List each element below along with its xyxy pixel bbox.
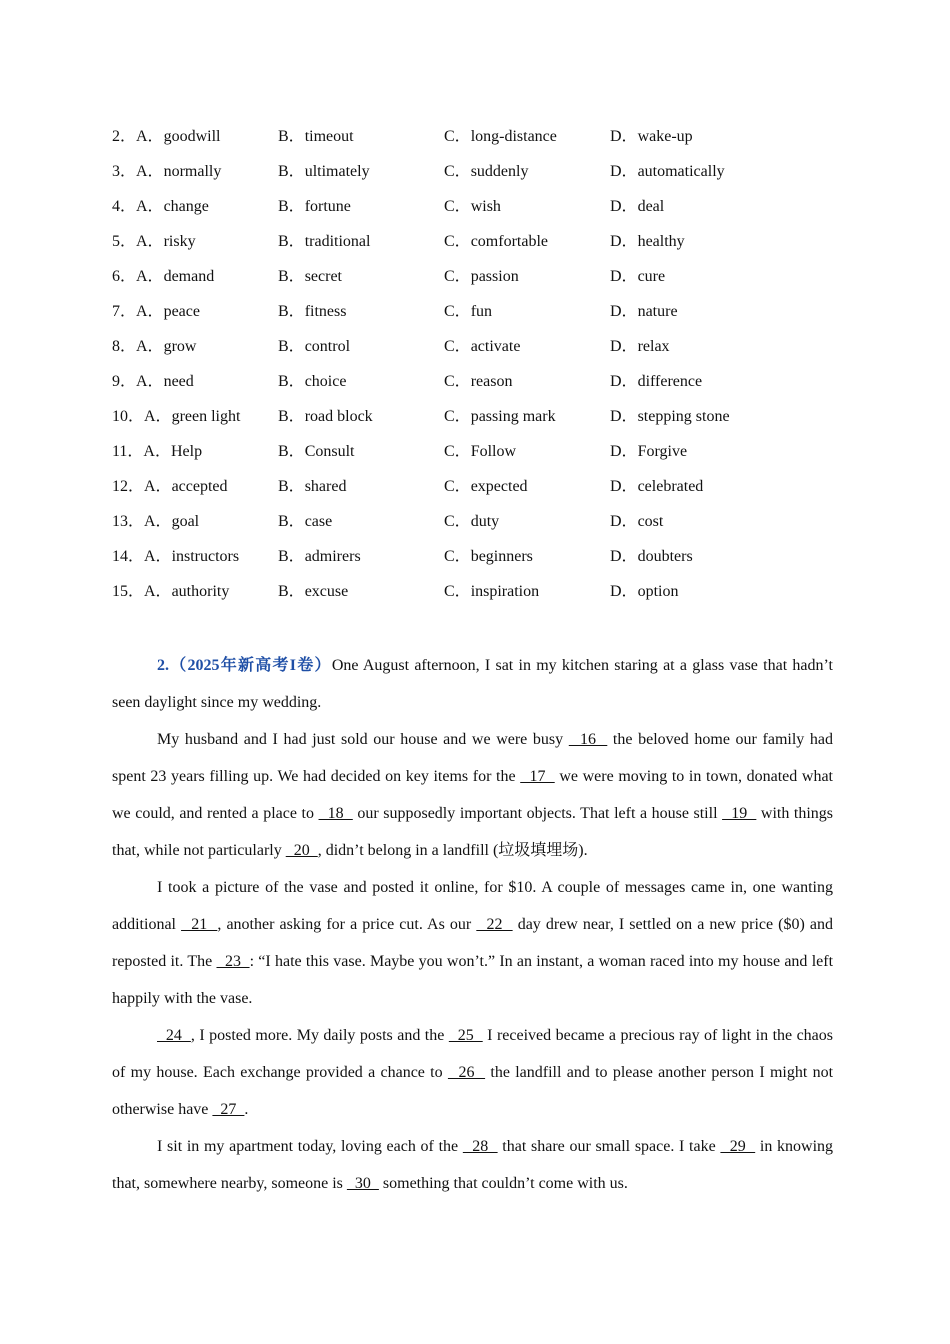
question-number: 9 (112, 373, 120, 390)
option-b: B．fortune (278, 198, 351, 215)
option-c: C．inspiration (444, 583, 540, 600)
option-a-text: normally (163, 163, 222, 180)
option-row (112, 230, 852, 265)
option-b-text: admirers (304, 548, 361, 565)
question-number: 2 (112, 128, 120, 145)
passage-text: our supposedly important objects. That left a house still (352, 805, 723, 822)
option-d: D．deal (610, 198, 665, 215)
option-a: 14．A．instructors (112, 548, 240, 565)
option-d: D．celebrated (610, 478, 704, 495)
option-d-text: cure (637, 268, 666, 285)
option-d: D．option (610, 583, 679, 600)
passage-text: I received became a precious ray of light in the chaos of my house. Each exchange provided a chance to (112, 1027, 834, 1081)
question-number: 12 (112, 478, 128, 495)
option-c-text: duty (470, 513, 500, 530)
option-d: D．cure (610, 268, 666, 285)
option-c-text: suddenly (470, 163, 529, 180)
question-number: 11 (112, 443, 128, 460)
option-d-text: nature (637, 303, 678, 320)
option-d: D．difference (610, 373, 703, 390)
option-a: 5．A．risky (112, 233, 196, 250)
option-a-text: peace (163, 303, 200, 320)
option-b-text: timeout (304, 128, 354, 145)
option-c-text: long-distance (470, 128, 557, 145)
option-a-text: demand (163, 268, 215, 285)
passage-text: : “I hate this vase. Maybe you won’t.” In an instant, a woman raced into my house and left happily with the vase. (112, 953, 834, 1007)
option-b-text: Consult (304, 443, 355, 460)
passage-paragraph (112, 869, 833, 1017)
option-a-text: goodwill (163, 128, 221, 145)
passage-text: that share our small space. I take (497, 1138, 721, 1155)
option-c: C．long-distance (444, 128, 557, 145)
option-d-text: cost (637, 513, 664, 530)
option-c: C．fun (444, 303, 493, 320)
option-a-text: authority (171, 583, 230, 600)
blank: 30 (346, 1175, 379, 1192)
option-b-text: fortune (304, 198, 351, 215)
option-d: D．cost (610, 513, 664, 530)
question-number: 14 (112, 548, 128, 565)
blank: 28 (462, 1138, 498, 1155)
question-number: 13 (112, 513, 128, 530)
option-d: D．nature (610, 303, 678, 320)
option-a-text: instructors (171, 548, 240, 565)
blank: 18 (318, 805, 353, 822)
question-number: 7 (112, 303, 120, 320)
passage-text: , didn’t belong in a landfill (垃圾填埋场). (317, 842, 588, 859)
blank: 19 (722, 805, 757, 822)
blank: 24 (157, 1027, 191, 1044)
option-row (112, 545, 852, 580)
option-b: B．choice (278, 373, 347, 390)
option-b-text: fitness (304, 303, 347, 320)
option-a-text: green light (171, 408, 241, 425)
option-d-text: Forgive (637, 443, 688, 460)
option-b: B．admirers (278, 548, 361, 565)
option-b-text: ultimately (304, 163, 370, 180)
question-number: 4 (112, 198, 120, 215)
option-b-text: control (304, 338, 351, 355)
option-row (112, 580, 852, 615)
option-d: D．automatically (610, 163, 725, 180)
option-a: 9．A．need (112, 373, 194, 390)
option-d-text: automatically (637, 163, 725, 180)
option-a-text: grow (163, 338, 197, 355)
option-d-text: deal (637, 198, 665, 215)
option-d-text: difference (637, 373, 703, 390)
option-c: C．expected (444, 478, 528, 495)
option-a: 15．A．authority (112, 583, 230, 600)
option-b: B．shared (278, 478, 347, 495)
passage-text: I took a picture of the vase and posted it online, for $10. A couple of messages came in, one wanting additional (112, 879, 833, 933)
passage-text: day drew near, I settled on a new price ($0) and reposted it. The (112, 916, 834, 970)
passage-text: we were moving to in town, donated what we could, and rented a place to (112, 768, 833, 822)
option-c: C．Follow (444, 443, 517, 460)
option-c-text: expected (470, 478, 528, 495)
option-b-text: traditional (304, 233, 371, 250)
blank: 20 (285, 842, 318, 859)
passage-text: . (244, 1101, 249, 1118)
option-row (112, 440, 852, 475)
option-d: D．Forgive (610, 443, 688, 460)
option-c-text: passion (470, 268, 519, 285)
option-a: 4．A．change (112, 198, 209, 215)
option-row (112, 160, 852, 195)
option-c-text: reason (470, 373, 513, 390)
option-d-text: stepping stone (637, 408, 730, 425)
option-d-text: doubters (637, 548, 693, 565)
option-b-text: road block (304, 408, 373, 425)
passage-text: , I posted more. My daily posts and the (190, 1027, 449, 1044)
option-d-text: wake-up (637, 128, 693, 145)
blank: 25 (448, 1027, 483, 1044)
blank: 21 (181, 916, 218, 933)
option-b: B．fitness (278, 303, 347, 320)
blank: 17 (520, 768, 555, 785)
option-c-text: activate (470, 338, 521, 355)
option-row (112, 475, 852, 510)
option-a: 11．A．Help (112, 443, 203, 460)
passage-paragraph (112, 1128, 833, 1202)
option-row (112, 370, 852, 405)
blank: 26 (447, 1064, 486, 1081)
option-c-text: beginners (470, 548, 533, 565)
option-c: C．passing mark (444, 408, 556, 425)
option-a: 13．A．goal (112, 513, 200, 530)
option-a: 2．A．goodwill (112, 128, 221, 145)
option-a-text: change (163, 198, 209, 215)
option-c: C．activate (444, 338, 521, 355)
option-c-text: inspiration (470, 583, 540, 600)
option-b: B．road block (278, 408, 373, 425)
passage-text: with things that, while not particularly (112, 805, 834, 859)
option-a-text: Help (170, 443, 203, 460)
option-a: 7．A．peace (112, 303, 200, 320)
option-c-text: fun (470, 303, 493, 320)
option-row (112, 265, 852, 300)
option-c-text: comfortable (470, 233, 548, 250)
option-b-text: secret (304, 268, 342, 285)
option-b-text: case (304, 513, 333, 530)
option-b: B．timeout (278, 128, 354, 145)
option-c-text: Follow (470, 443, 517, 460)
passage-text: , another asking for a price cut. As our (217, 916, 477, 933)
passage-text: the beloved home our family had spent 23 years filling up. We had decided on key items for the (112, 731, 834, 785)
question-heading: 2.（2025年新高考I卷） (157, 657, 332, 674)
question-number: 6 (112, 268, 120, 285)
passage-text: in knowing that, somewhere nearby, someone is (112, 1138, 834, 1192)
option-c: C．suddenly (444, 163, 529, 180)
option-b: B．traditional (278, 233, 371, 250)
option-row (112, 510, 852, 545)
option-row (112, 125, 852, 160)
option-c: C．wish (444, 198, 501, 215)
option-d-text: healthy (637, 233, 685, 250)
option-d: D．healthy (610, 233, 685, 250)
option-d: D．relax (610, 338, 670, 355)
option-d: D．stepping stone (610, 408, 730, 425)
passage-paragraph (112, 1017, 833, 1128)
option-a-text: goal (171, 513, 200, 530)
option-b-text: excuse (304, 583, 349, 600)
blank: 27 (212, 1101, 245, 1118)
option-b: B．ultimately (278, 163, 370, 180)
passage-text: I sit in my apartment today, loving each of the (157, 1138, 463, 1155)
option-c: C．passion (444, 268, 519, 285)
option-b: B．secret (278, 268, 342, 285)
option-c-text: passing mark (470, 408, 556, 425)
options-table (112, 125, 852, 615)
option-c: C．comfortable (444, 233, 548, 250)
option-d-text: celebrated (637, 478, 704, 495)
question-number: 15 (112, 583, 128, 600)
option-b: B．control (278, 338, 351, 355)
option-a-text: need (163, 373, 194, 390)
option-b: B．case (278, 513, 333, 530)
option-c: C．beginners (444, 548, 533, 565)
passage-text: something that couldn’t come with us. (378, 1175, 628, 1192)
option-d: D．wake-up (610, 128, 693, 145)
option-b: B．excuse (278, 583, 349, 600)
option-c: C．duty (444, 513, 500, 530)
option-a-text: accepted (171, 478, 228, 495)
blank: 16 (568, 731, 608, 748)
passage-text: One August afternoon, I sat in my kitchen staring at a glass vase that hadn’t seen daylight since my wedding. (112, 657, 834, 711)
option-b-text: shared (304, 478, 347, 495)
option-a: 12．A．accepted (112, 478, 228, 495)
option-a-text: risky (163, 233, 196, 250)
passage-paragraph (112, 647, 833, 721)
cloze-passage (112, 647, 833, 1202)
question-number: 3 (112, 163, 120, 180)
question-number: 10 (112, 408, 128, 425)
blank: 29 (720, 1138, 756, 1155)
option-a: 3．A．normally (112, 163, 222, 180)
blank: 22 (476, 916, 513, 933)
option-a: 8．A．grow (112, 338, 197, 355)
option-c-text: wish (470, 198, 501, 215)
passage-text: My husband and I had just sold our house and we were busy (157, 731, 569, 748)
option-a: 10．A．green light (112, 408, 241, 425)
blank: 23 (216, 953, 250, 970)
option-d: D．doubters (610, 548, 693, 565)
option-a: 6．A．demand (112, 268, 215, 285)
option-c: C．reason (444, 373, 513, 390)
option-row (112, 300, 852, 335)
passage-text: the landfill and to please another person I might not otherwise have (112, 1064, 834, 1118)
option-b-text: choice (304, 373, 347, 390)
option-d-text: option (637, 583, 679, 600)
option-d-text: relax (637, 338, 670, 355)
option-b: B．Consult (278, 443, 355, 460)
option-row (112, 335, 852, 370)
option-row (112, 405, 852, 440)
option-row (112, 195, 852, 230)
question-number: 5 (112, 233, 120, 250)
passage-paragraph (112, 721, 833, 869)
question-number: 8 (112, 338, 120, 355)
